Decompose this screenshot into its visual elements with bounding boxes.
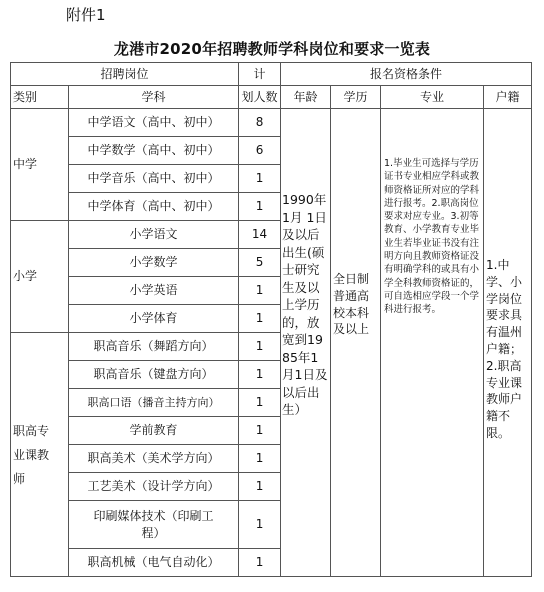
subject-cell: 工艺美术（设计学方向） — [69, 473, 239, 501]
subject-cell: 职高音乐（键盘方向） — [69, 361, 239, 389]
document-title: 龙港市2020年招聘教师学科岗位和要求一览表 — [113, 40, 431, 58]
subject-cell: 中学音乐（高中、初中） — [69, 165, 239, 193]
count-cell: 1 — [239, 333, 281, 361]
header-age: 年龄 — [281, 86, 331, 109]
count-cell: 1 — [239, 305, 281, 333]
category-vocational: 职高专业课教师 — [11, 333, 69, 577]
header-major: 专业 — [381, 86, 484, 109]
count-cell: 1 — [239, 361, 281, 389]
subject-cell: 小学数学 — [69, 249, 239, 277]
subject-cell: 中学数学（高中、初中） — [69, 137, 239, 165]
subject-cell: 小学英语 — [69, 277, 239, 305]
header-plan-count: 划人数 — [239, 86, 281, 109]
subject-cell: 职高机械（电气自动化） — [69, 549, 239, 577]
count-cell: 1 — [239, 277, 281, 305]
hukou-requirement: 1.中学、小学岗位要求具有温州户籍；2.职高专业课教师户籍不限。 — [484, 109, 532, 577]
count-cell: 1 — [239, 193, 281, 221]
table-row — [11, 109, 532, 137]
subject-cell: 职高音乐（舞蹈方向） — [69, 333, 239, 361]
subject-cell: 印刷媒体技术（印刷工程） — [69, 501, 239, 549]
count-cell: 6 — [239, 137, 281, 165]
category-middle: 中学 — [11, 109, 69, 221]
education-requirement: 全日制普通高校本科及以上 — [331, 109, 381, 577]
age-requirement: 1990年1月 1日及以后出生(硕士研究生及以上学历的，放宽到1985年1月1日及以后出生） — [281, 109, 331, 577]
header-row-2 — [11, 86, 532, 109]
subject-cell: 学前教育 — [69, 417, 239, 445]
header-plan: 计 — [239, 63, 281, 86]
count-cell: 1 — [239, 445, 281, 473]
header-hukou: 户籍 — [484, 86, 532, 109]
count-cell: 8 — [239, 109, 281, 137]
count-cell: 1 — [239, 389, 281, 417]
subject-cell: 中学语文（高中、初中） — [69, 109, 239, 137]
category-primary: 小学 — [11, 221, 69, 333]
count-cell: 1 — [239, 165, 281, 193]
subject-cell: 职高口语（播音主持方向） — [69, 389, 239, 417]
count-cell: 14 — [239, 221, 281, 249]
recruitment-table — [10, 62, 532, 577]
major-requirement: 1.毕业生可选择与学历证书专业相应学科或教师资格证所对应的学科进行报考。2.职高岗位要求对应专业。3.初等教育、小学教育专业毕业生若毕业证书没有注明方向且教师资格证没有明确学科的或具有小学全科教师资格证的，可自选相应学段一个学科进行报考。 — [381, 109, 484, 577]
count-cell: 1 — [239, 549, 281, 577]
count-cell: 1 — [239, 501, 281, 549]
header-education: 学历 — [331, 86, 381, 109]
attachment-label: 附件1 — [66, 6, 106, 24]
count-cell: 1 — [239, 473, 281, 501]
header-category: 类别 — [11, 86, 69, 109]
subject-cell: 中学体育（高中、初中） — [69, 193, 239, 221]
header-row-1 — [11, 63, 532, 86]
subject-cell: 小学体育 — [69, 305, 239, 333]
header-subject: 学科 — [69, 86, 239, 109]
subject-cell: 职高美术（美术学方向） — [69, 445, 239, 473]
header-positions: 招聘岗位 — [11, 63, 239, 86]
header-conditions: 报名资格条件 — [281, 63, 532, 86]
subject-cell: 小学语文 — [69, 221, 239, 249]
count-cell: 5 — [239, 249, 281, 277]
count-cell: 1 — [239, 417, 281, 445]
